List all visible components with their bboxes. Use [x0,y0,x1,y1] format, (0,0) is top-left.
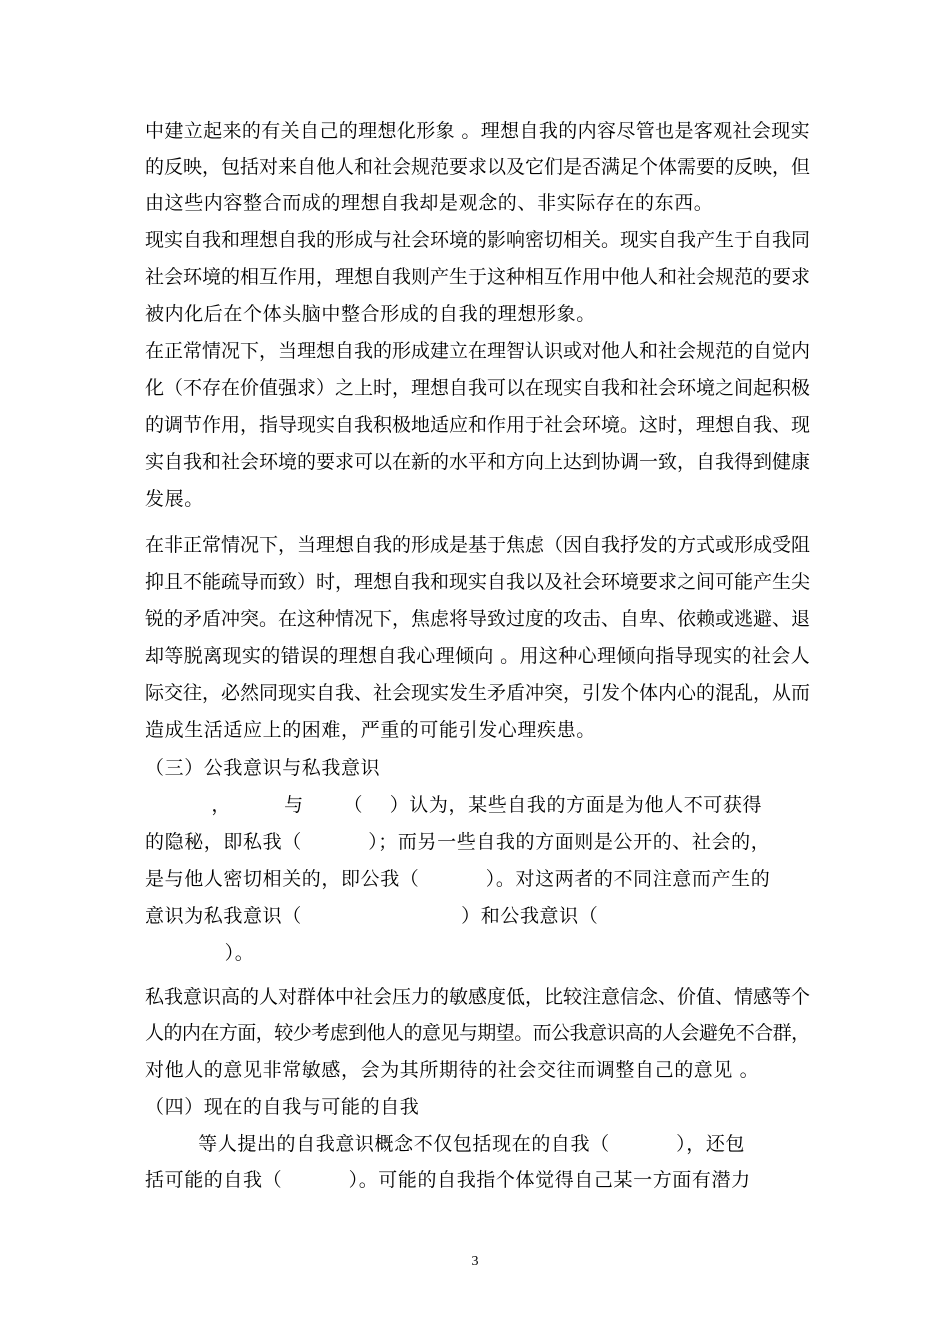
body-text-line: 私我意识高的人对群体中社会压力的敏感度低，比较注意信念、价值、情感等个 [145,986,811,1008]
body-text-line: 等人提出的自我意识概念不仅包括现在的自我（ ），还包 [145,1133,746,1155]
body-text-line: 际交往，必然同现实自我、社会现实发生矛盾冲突，引发个体内心的混乱，从而 [145,682,811,704]
body-text-line: 被内化后在个体头脑中整合形成的自我的理想形象。 [145,303,596,325]
body-text-line: 社会环境的相互作用，理想自我则产生于这种相互作用中他人和社会规范的要求 [145,266,811,288]
body-text-line: 锐的矛盾冲突。在这种情况下，焦虑将导致过度的攻击、自卑、依赖或逃避、退 [145,608,811,630]
body-text-line: 由这些内容整合而成的理想自我却是观念的、非实际存在的东西。 [145,192,714,214]
body-text-line: 在非正常情况下，当理想自我的形成是基于焦虑（因自我抒发的方式或形成受阻 [145,534,811,556]
body-text-line: 的隐秘，即私我（ ）；而另一些自我的方面则是公开的、社会的， [145,831,771,853]
body-text-line: 括可能的自我（ ）。可能的自我指个体觉得自己某一方面有潜力 [145,1169,751,1191]
body-text-line: 的反映，包括对来自他人和社会规范要求以及它们是否满足个体需要的反映，但 [145,156,811,178]
body-text-line: 意识为私我意识（ ）和公我意识（ [145,905,599,927]
body-text-line: 的调节作用，指导现实自我积极地适应和作用于社会环境。这时，理想自我、现 [145,414,811,436]
body-text-line: ， 与 （ ）认为，某些自我的方面是为他人不可获得 [145,794,763,816]
body-text-line: 造成生活适应上的困难，严重的可能引发心理疾患。 [145,719,596,741]
body-text-line: 抑且不能疏导而致）时，理想自我和现实自我以及社会环境要求之间可能产生尖 [145,571,811,593]
section-heading: （四）现在的自我与可能的自我 [145,1096,420,1118]
body-text-line: 却等脱离现实的错误的理想自我心理倾向 。用这种心理倾向指导现实的社会人 [145,645,811,667]
body-text-line: 实自我和社会环境的要求可以在新的水平和方向上达到协调一致，自我得到健康 [145,451,811,473]
body-text-line: 化（不存在价值强求）之上时，理想自我可以在现实自我和社会环境之间起积极 [145,377,811,399]
body-text-line: 对他人的意见非常敏感，会为其所期待的社会交往而调整自己的意见 。 [145,1059,760,1081]
body-text-line: 中建立起来的有关自己的理想化形象 。理想自我的内容尽管也是客观社会现实 [145,120,811,142]
body-text-line: 是与他人密切相关的，即公我（ ）。对这两者的不同注意而产生的 [145,868,771,890]
body-text-line: 发展。 [145,488,204,510]
body-text-line: ）。 [145,942,255,964]
body-text-line: 在正常情况下，当理想自我的形成建立在理智认识或对他人和社会规范的自觉内 [145,340,811,362]
section-heading: （三）公我意识与私我意识 [145,757,381,779]
page-number: 3 [471,1254,479,1269]
body-text-line: 人的内在方面，较少考虑到他人的意见与期望。而公我意识高的人会避免不合群， [145,1022,810,1044]
body-text-line: 现实自我和理想自我的形成与社会环境的影响密切相关。现实自我产生于自我同 [145,229,811,251]
